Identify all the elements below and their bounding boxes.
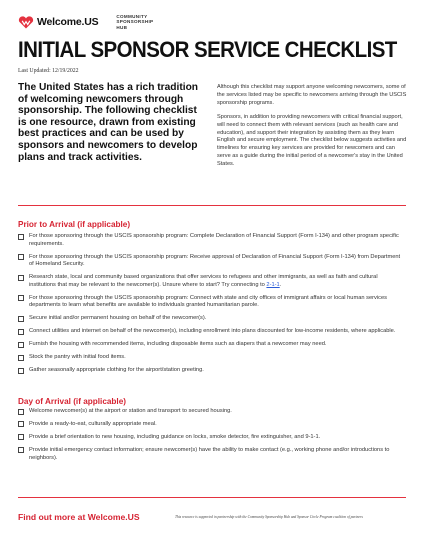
header bbox=[18, 14, 153, 30]
checkbox[interactable] bbox=[18, 355, 24, 361]
checkbox[interactable] bbox=[18, 295, 24, 301]
checkbox[interactable] bbox=[18, 254, 24, 260]
checklist-item: For those sponsoring through the USCIS sponsorship program: Receive approval of Declaration of Financial Support (Form I-134) from Department of Homeland Security. bbox=[18, 254, 406, 269]
checkbox[interactable] bbox=[18, 275, 24, 281]
checkbox[interactable] bbox=[18, 329, 24, 335]
checklist-item: Welcome newcomer(s) at the airport or station and transport to secured housing. bbox=[18, 408, 406, 416]
hub-label: COMMUNITY SPONSORSHIP HUB bbox=[116, 14, 154, 30]
checkbox[interactable] bbox=[18, 421, 24, 427]
divider bbox=[18, 497, 406, 498]
checkbox[interactable] bbox=[18, 316, 24, 322]
checklist-item: Provide a ready-to-eat, culturally appropriate meal. bbox=[18, 421, 406, 429]
checkbox[interactable] bbox=[18, 434, 24, 440]
checklist-item: Secure initial and/or permanent housing on behalf of the newcomer(s). bbox=[18, 315, 406, 323]
side-paragraph: Although this checklist may support anyone welcoming newcomers, some of the services listed may be specific to newcomers arriving through the USCIS sponsorship programs. bbox=[217, 84, 407, 106]
footer-note: This resource is supported in partnership with the Community Sponsorship Hub and Sponsor Circle Program coalition of partners bbox=[175, 515, 363, 519]
checkbox[interactable] bbox=[18, 368, 24, 374]
checklist-prior-to-arrival bbox=[18, 233, 406, 380]
checklist-day-of-arrival bbox=[18, 408, 406, 468]
link-2-1-1[interactable]: 2-1-1 bbox=[266, 281, 280, 288]
page-title: INITIAL SPONSOR SERVICE CHECKLIST bbox=[18, 37, 397, 62]
checklist-item: For those sponsoring through the USCIS sponsorship program: Connect with state and city offices of immigrant affairs or local human services departments to learn what benefits are available to individuals granted humanitarian parole. bbox=[18, 295, 406, 310]
checklist-item: Provide initial emergency contact information; ensure newcomer(s) have the ability to make contact (e.g., working phone and/or introductions to neighbors). bbox=[18, 447, 406, 462]
brand-name[interactable]: Welcome.US bbox=[37, 16, 99, 28]
section-title-day-of-arrival: Day of Arrival (if applicable) bbox=[18, 397, 126, 406]
checklist-item: Gather seasonally appropriate clothing for the airport/station greeting. bbox=[18, 367, 406, 375]
intro-text: The United States has a rich tradition of welcoming newcomers through sponsorship. The following checklist is one resource, drawn from existing best practices and can be used by sponsors and newcomers to develop plans and track activities. bbox=[18, 82, 199, 163]
checkbox[interactable] bbox=[18, 409, 24, 415]
checklist-item: Stock the pantry with initial food items. bbox=[18, 354, 406, 362]
heart-logo-icon bbox=[18, 16, 34, 29]
footer-link[interactable]: Find out more at Welcome.US bbox=[18, 512, 140, 522]
checklist-item: Provide a brief orientation to new housing, including guidance on locks, smoke detector, fire extinguisher, and 9-1-1. bbox=[18, 434, 406, 442]
side-description bbox=[217, 84, 407, 175]
checkbox[interactable] bbox=[18, 447, 24, 453]
checklist-item: Connect utilities and internet on behalf of the newcomer(s), including enrollment into plans discounted for low-income residents, where applicable. bbox=[18, 328, 406, 336]
checkbox[interactable] bbox=[18, 342, 24, 348]
checklist-item: Research state, local and community based organizations that offer services to refugees and other immigrants, as well as faith and cultural institutions that may be relevant to the newcomer(s). Unsure where to start? Try connecting to 2-1-1. bbox=[18, 274, 406, 289]
side-paragraph: Sponsors, in addition to providing newcomers with critical financial support, will need to connect them with relevant services (such as health care and education), and support their integration by assisting them as they learn English and secure employment. The checklist below suggests activities and timelines for ensuring key services are provided for newcomers and can serve as a guide during the initial period of a newcomer's stay in the United States. bbox=[217, 113, 407, 168]
section-title-prior-to-arrival: Prior to Arrival (if applicable) bbox=[18, 220, 131, 229]
checklist-item: For those sponsoring through the USCIS sponsorship program: Complete Declaration of Financial Support (Form I-134) and other program specific requirements. bbox=[18, 233, 406, 248]
checkbox[interactable] bbox=[18, 234, 24, 240]
checklist-item: Furnish the housing with recommended items, including disposable items such as diapers that a newcomer may need. bbox=[18, 341, 406, 349]
divider bbox=[18, 205, 406, 206]
last-updated: Last Updated: 12/19/2022 bbox=[18, 68, 79, 74]
